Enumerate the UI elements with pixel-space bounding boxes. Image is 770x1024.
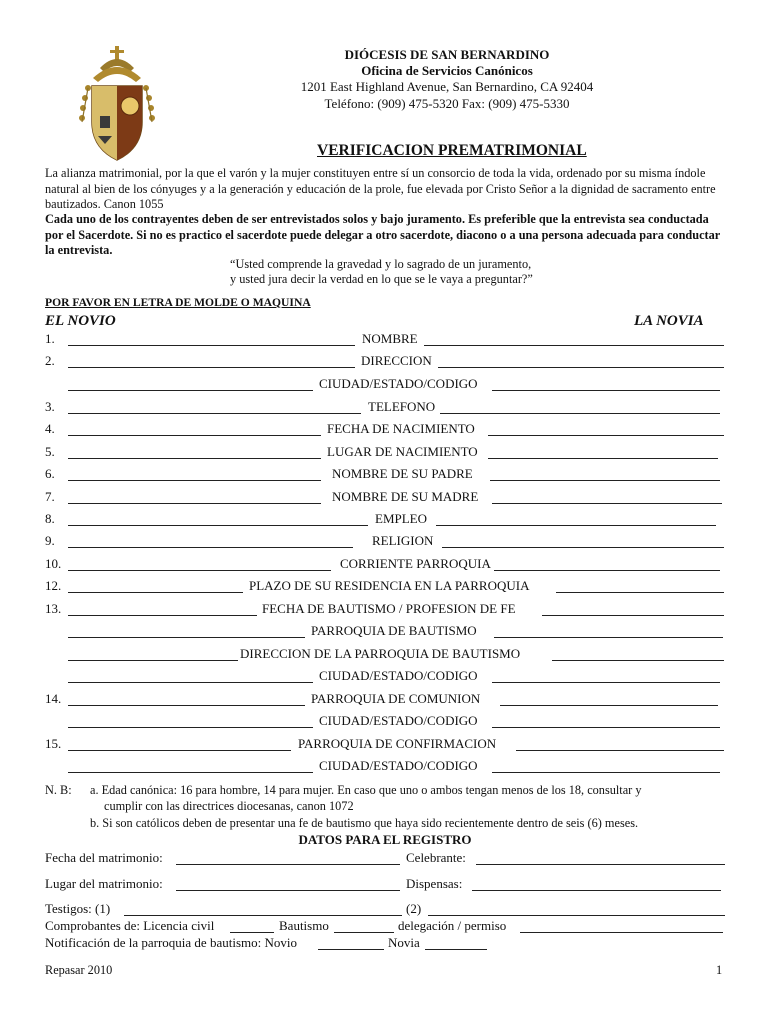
field-label: PLAZO DE SU RESIDENCIA EN LA PARROQUIA: [249, 578, 530, 593]
baptism-proof-label: Bautismo: [279, 918, 329, 933]
row-number: 1.: [45, 331, 55, 346]
bride-field[interactable]: [556, 578, 724, 593]
print-instruction: POR FAVOR EN LETRA DE MOLDE O MAQUINA: [45, 296, 311, 309]
groom-field[interactable]: [68, 353, 355, 368]
notes-prefix: N. B:: [45, 783, 72, 797]
bride-field[interactable]: [442, 533, 724, 548]
groom-field[interactable]: [68, 578, 243, 593]
form-row: [0, 691, 770, 709]
groom-field[interactable]: [68, 758, 313, 773]
groom-field[interactable]: [68, 646, 238, 661]
field-label: EMPLEO: [375, 511, 427, 526]
notification-bride-field[interactable]: [425, 935, 487, 950]
form-row: [0, 399, 770, 417]
form-row: [0, 511, 770, 529]
groom-column-heading: EL NOVIO: [45, 313, 116, 329]
form-row: [0, 646, 770, 664]
field-label: CIUDAD/ESTADO/CODIGO: [319, 758, 478, 773]
bride-field[interactable]: [500, 691, 718, 706]
wedding-place-label: Lugar del matrimonio:: [45, 876, 163, 891]
form-row: [0, 331, 770, 349]
groom-field[interactable]: [68, 623, 305, 638]
notification-label: Notificación de la parroquia de bautismo: Novio: [45, 935, 297, 950]
groom-field[interactable]: [68, 601, 257, 616]
wedding-date-label: Fecha del matrimonio:: [45, 850, 163, 865]
groom-field[interactable]: [68, 511, 368, 526]
row-number: 9.: [45, 533, 55, 548]
groom-field[interactable]: [68, 691, 305, 706]
field-label: NOMBRE DE SU MADRE: [332, 489, 479, 504]
office-address: 1201 East Highland Avenue, San Bernardino, CA 92404: [300, 79, 594, 94]
groom-field[interactable]: [68, 736, 291, 751]
row-number: 7.: [45, 489, 55, 504]
form-row: [0, 489, 770, 507]
dispensations-field[interactable]: [472, 876, 721, 891]
delegation-field[interactable]: [520, 918, 723, 933]
bride-field[interactable]: [488, 444, 718, 459]
bride-field[interactable]: [516, 736, 724, 751]
row-number: 15.: [45, 736, 62, 751]
bride-field[interactable]: [492, 713, 720, 728]
oath-line-1: “Usted comprende la gravedad y lo sagrado de un juramento,: [230, 257, 532, 271]
bride-field[interactable]: [438, 353, 724, 368]
registry-heading: DATOS PARA EL REGISTRO: [298, 832, 472, 847]
baptism-proof-field[interactable]: [334, 918, 394, 933]
row-number: 4.: [45, 421, 55, 436]
field-label: LUGAR DE NACIMIENTO: [327, 444, 478, 459]
witnesses-label: Testigos: (1): [45, 901, 111, 916]
groom-field[interactable]: [68, 533, 353, 548]
celebrant-label: Celebrante:: [406, 850, 466, 865]
form-row: [0, 353, 770, 371]
civil-license-field[interactable]: [230, 918, 274, 933]
bride-field[interactable]: [490, 466, 720, 481]
bride-field[interactable]: [552, 646, 724, 661]
field-label: FECHA DE NACIMIENTO: [327, 421, 475, 436]
wedding-place-field[interactable]: [176, 876, 400, 891]
row-number: 8.: [45, 511, 55, 526]
note-a-line-2: cumplir con las directrices diocesanas, canon 1072: [104, 799, 354, 813]
revision-note: Repasar 2010: [45, 963, 113, 977]
notification-groom-field[interactable]: [318, 935, 384, 950]
form-row: [0, 623, 770, 641]
form-row: [0, 713, 770, 731]
bride-field[interactable]: [494, 556, 720, 571]
witness-2-label: (2): [406, 901, 422, 916]
form-row: [0, 668, 770, 686]
row-number: 5.: [45, 444, 55, 459]
field-label: PARROQUIA DE BAUTISMO: [311, 623, 477, 638]
row-number: 14.: [45, 691, 62, 706]
dispensations-label: Dispensas:: [406, 876, 463, 891]
form-row: [0, 736, 770, 754]
witness-2-field[interactable]: [428, 901, 725, 916]
field-label: NOMBRE DE SU PADRE: [332, 466, 473, 481]
form-row: [0, 601, 770, 619]
field-label: TELEFONO: [368, 399, 436, 414]
delegation-label: delegación / permiso: [398, 918, 507, 933]
groom-field[interactable]: [68, 444, 321, 459]
note-a-line-1: a. Edad canónica: 16 para hombre, 14 para mujer. En caso que uno o ambos tengan menos de los 18, consultar y: [90, 783, 642, 797]
field-label: CIUDAD/ESTADO/CODIGO: [319, 376, 478, 391]
row-number: 13.: [45, 601, 62, 616]
form-row: [0, 533, 770, 551]
groom-field[interactable]: [68, 489, 321, 504]
row-number: 6.: [45, 466, 55, 481]
row-number: 2.: [45, 353, 55, 368]
form-row: [0, 758, 770, 776]
wedding-date-field[interactable]: [176, 850, 400, 865]
field-label: CIUDAD/ESTADO/CODIGO: [319, 668, 478, 683]
field-label: CIUDAD/ESTADO/CODIGO: [319, 713, 478, 728]
bride-field[interactable]: [492, 668, 720, 683]
bride-field[interactable]: [494, 623, 723, 638]
row-number: 3.: [45, 399, 55, 414]
diocese-name: DIÓCESIS DE SAN BERNARDINO: [344, 47, 550, 62]
form-row: [0, 444, 770, 462]
field-label: PARROQUIA DE CONFIRMACION: [298, 736, 497, 751]
bride-field[interactable]: [488, 421, 724, 436]
celebrant-field[interactable]: [476, 850, 725, 865]
office-name: Oficina de Servicios Canónicos: [361, 63, 533, 78]
oath-line-2: y usted jura decir la verdad en lo que se le vaya a preguntar?”: [230, 272, 533, 286]
intro-paragraph: La alianza matrimonial, por la que el varón y la mujer constituyen entre sí un consorcio de toda la vida, ordenado por su misma índole natural al bien de los cónyuges y a la generación y educación de la prole, fue elevada por Cristo Señor a la dignidad de sacramento entre bautizados. Canon 1055: [45, 166, 716, 211]
form-title: VERIFICACION PREMATRIMONIAL: [317, 142, 587, 159]
bride-field[interactable]: [492, 758, 720, 773]
form-row: [0, 578, 770, 596]
notification-bride-label: Novia: [388, 935, 420, 950]
field-label: CORRIENTE PARROQUIA: [340, 556, 491, 571]
row-number: 10.: [45, 556, 62, 571]
bride-field[interactable]: [436, 511, 716, 526]
proofs-label: Comprobantes de: Licencia civil: [45, 918, 215, 933]
page-number: 1: [716, 963, 723, 977]
form-row: [0, 421, 770, 439]
form-row: [0, 376, 770, 394]
bride-field[interactable]: [492, 489, 722, 504]
form-row: [0, 466, 770, 484]
groom-field[interactable]: [68, 668, 313, 683]
form-row: [0, 556, 770, 574]
groom-field[interactable]: [68, 421, 321, 436]
field-label: DIRECCION DE LA PARROQUIA DE BAUTISMO: [240, 646, 521, 661]
interview-instructions: Cada uno de los contrayentes deben de ser entrevistados solos y bajo juramento. Es preferible que la entrevista sea conductada por el Sacerdote. Si no es practico el sacerdote puede delegar a otro sacerdote, diacono o a una persona adecuada para conductar la entrevista.: [45, 212, 721, 257]
note-b: b. Si son católicos deben de presentar una fe de bautismo que haya sido recientemente dentro de seis (6) meses.: [90, 816, 639, 830]
groom-field[interactable]: [68, 556, 331, 571]
field-label: NOMBRE: [362, 331, 418, 346]
office-phone: Teléfono: (909) 475-5320 Fax: (909) 475-5330: [324, 96, 570, 111]
field-label: PARROQUIA DE COMUNION: [311, 691, 481, 706]
groom-field[interactable]: [68, 399, 361, 414]
groom-field[interactable]: [68, 713, 313, 728]
groom-field[interactable]: [68, 331, 355, 346]
bride-field[interactable]: [542, 601, 724, 616]
row-number: 12.: [45, 578, 62, 593]
field-label: DIRECCION: [361, 353, 432, 368]
witness-1-field[interactable]: [124, 901, 402, 916]
groom-field[interactable]: [68, 376, 313, 391]
bride-field[interactable]: [424, 331, 724, 346]
groom-field[interactable]: [68, 466, 321, 481]
bride-column-heading: LA NOVIA: [634, 313, 704, 329]
field-label: FECHA DE BAUTISMO / PROFESION DE FE: [262, 601, 516, 616]
field-label: RELIGION: [372, 533, 434, 548]
bride-field[interactable]: [492, 376, 720, 391]
diocese-coat-of-arms: [78, 44, 156, 166]
bride-field[interactable]: [440, 399, 720, 414]
